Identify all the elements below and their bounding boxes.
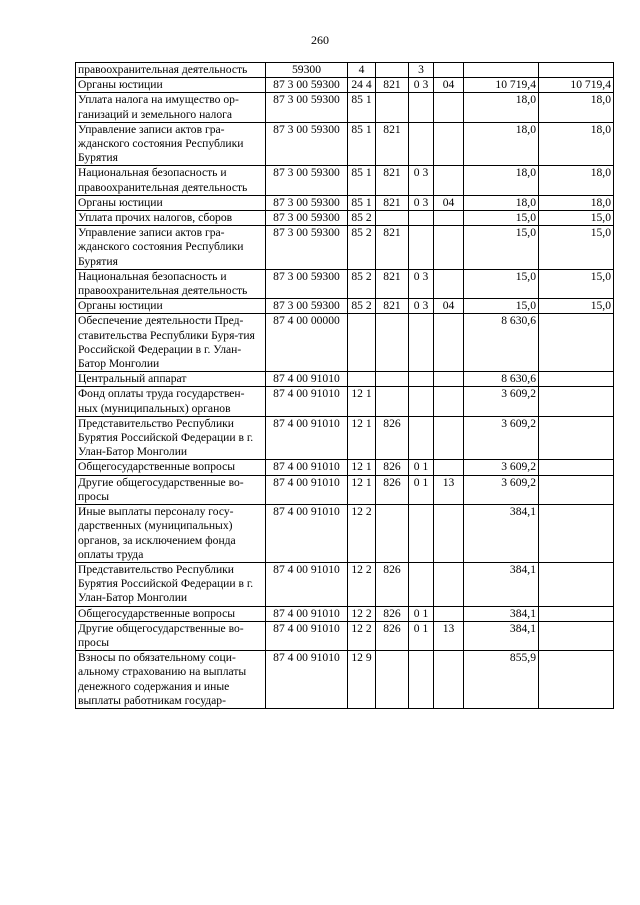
row-name-cell: Национальная безопасность и правоохранительная деятельность xyxy=(76,269,266,298)
row-name-cell: Представительство Республики Бурятия Российской Федерации в г. Улан-Батор Монголии xyxy=(76,416,266,460)
section-cell: 0 3 xyxy=(409,78,434,93)
amount-year2-cell xyxy=(539,460,614,475)
expense-type-cell: 12 1 xyxy=(348,460,376,475)
target-article-cell: 87 4 00 91010 xyxy=(266,606,348,621)
row-name-cell: Управление записи актов гра-жданского состояния Республики Бурятия xyxy=(76,122,266,166)
amount-year2-cell: 18,0 xyxy=(539,93,614,122)
target-article-cell: 87 4 00 91010 xyxy=(266,460,348,475)
amount-year2-cell xyxy=(539,416,614,460)
table-row xyxy=(76,651,614,709)
target-article-cell: 87 4 00 91010 xyxy=(266,562,348,606)
amount-year1-cell: 18,0 xyxy=(464,122,539,166)
budget-manager-cell: 821 xyxy=(376,122,409,166)
target-article-cell: 87 4 00 91010 xyxy=(266,387,348,416)
budget-manager-cell xyxy=(376,211,409,226)
row-name-cell: Взносы по обязательному соци-альному страхованию на выплаты денежного содержания и иные выплаты работникам государ- xyxy=(76,651,266,709)
amount-year1-cell: 15,0 xyxy=(464,269,539,298)
amount-year2-cell: 18,0 xyxy=(539,195,614,210)
amount-year1-cell: 15,0 xyxy=(464,299,539,314)
subsection-cell xyxy=(434,387,464,416)
amount-year1-cell: 18,0 xyxy=(464,195,539,210)
row-name-cell: Общегосударственные вопросы xyxy=(76,606,266,621)
table-row xyxy=(76,269,614,298)
row-name-cell: Управление записи актов гра-жданского состояния Республики Бурятия xyxy=(76,226,266,270)
amount-year2-cell xyxy=(539,606,614,621)
target-article-cell: 87 3 00 59300 xyxy=(266,166,348,195)
amount-year1-cell: 10 719,4 xyxy=(464,78,539,93)
subsection-cell: 04 xyxy=(434,78,464,93)
amount-year1-cell: 384,1 xyxy=(464,621,539,650)
row-name-cell: правоохранительная деятельность xyxy=(76,63,266,78)
amount-year2-cell xyxy=(539,63,614,78)
subsection-cell xyxy=(434,505,464,563)
table-row xyxy=(76,299,614,314)
budget-manager-cell: 821 xyxy=(376,299,409,314)
subsection-cell xyxy=(434,269,464,298)
subsection-cell xyxy=(434,372,464,387)
target-article-cell: 87 4 00 91010 xyxy=(266,505,348,563)
table-row xyxy=(76,606,614,621)
amount-year2-cell: 18,0 xyxy=(539,166,614,195)
row-name-cell: Иные выплаты персоналу госу-дарственных (муниципальных) органов, за исключением фонда оплаты труда xyxy=(76,505,266,563)
table-row xyxy=(76,387,614,416)
section-cell xyxy=(409,505,434,563)
amount-year2-cell xyxy=(539,621,614,650)
amount-year1-cell: 3 609,2 xyxy=(464,387,539,416)
amount-year1-cell: 384,1 xyxy=(464,562,539,606)
expense-type-cell: 85 1 xyxy=(348,93,376,122)
table-row xyxy=(76,505,614,563)
table-row xyxy=(76,416,614,460)
subsection-cell xyxy=(434,606,464,621)
table-row xyxy=(76,475,614,504)
budget-manager-cell: 821 xyxy=(376,226,409,270)
subsection-cell: 13 xyxy=(434,475,464,504)
row-name-cell: Общегосударственные вопросы xyxy=(76,460,266,475)
section-cell xyxy=(409,562,434,606)
amount-year1-cell: 384,1 xyxy=(464,606,539,621)
section-cell: 0 1 xyxy=(409,460,434,475)
amount-year2-cell: 15,0 xyxy=(539,211,614,226)
subsection-cell xyxy=(434,460,464,475)
expense-type-cell: 85 1 xyxy=(348,122,376,166)
subsection-cell xyxy=(434,166,464,195)
section-cell xyxy=(409,93,434,122)
row-name-cell: Представительство Республики Бурятия Российской Федерации в г. Улан-Батор Монголии xyxy=(76,562,266,606)
table-row xyxy=(76,166,614,195)
expense-type-cell: 12 2 xyxy=(348,505,376,563)
target-article-cell: 59300 xyxy=(266,63,348,78)
section-cell xyxy=(409,314,434,372)
target-article-cell: 87 4 00 91010 xyxy=(266,416,348,460)
table-row xyxy=(76,621,614,650)
table-body xyxy=(76,63,614,709)
budget-manager-cell: 826 xyxy=(376,621,409,650)
budget-table xyxy=(75,62,614,709)
target-article-cell: 87 3 00 59300 xyxy=(266,269,348,298)
amount-year1-cell: 3 609,2 xyxy=(464,475,539,504)
section-cell: 3 xyxy=(409,63,434,78)
row-name-cell: Центральный аппарат xyxy=(76,372,266,387)
amount-year2-cell xyxy=(539,314,614,372)
subsection-cell xyxy=(434,226,464,270)
table-row xyxy=(76,93,614,122)
table-row xyxy=(76,314,614,372)
budget-manager-cell: 826 xyxy=(376,606,409,621)
expense-type-cell: 85 2 xyxy=(348,269,376,298)
subsection-cell xyxy=(434,63,464,78)
budget-manager-cell: 821 xyxy=(376,78,409,93)
section-cell: 0 1 xyxy=(409,621,434,650)
row-name-cell: Обеспечение деятельности Пред-ставительства Республики Буря-тия Российской Федерации в г. Улан-Батор Монголии xyxy=(76,314,266,372)
budget-manager-cell xyxy=(376,651,409,709)
amount-year2-cell: 15,0 xyxy=(539,226,614,270)
table-row xyxy=(76,195,614,210)
expense-type-cell: 24 4 xyxy=(348,78,376,93)
amount-year1-cell: 384,1 xyxy=(464,505,539,563)
amount-year2-cell xyxy=(539,387,614,416)
target-article-cell: 87 3 00 59300 xyxy=(266,93,348,122)
table-row xyxy=(76,226,614,270)
section-cell xyxy=(409,416,434,460)
expense-type-cell xyxy=(348,372,376,387)
table-row xyxy=(76,122,614,166)
table-row xyxy=(76,460,614,475)
expense-type-cell: 12 2 xyxy=(348,606,376,621)
target-article-cell: 87 3 00 59300 xyxy=(266,122,348,166)
amount-year1-cell: 3 609,2 xyxy=(464,460,539,475)
budget-manager-cell: 826 xyxy=(376,460,409,475)
amount-year2-cell xyxy=(539,372,614,387)
table-row xyxy=(76,562,614,606)
table-row xyxy=(76,372,614,387)
table-row xyxy=(76,211,614,226)
section-cell xyxy=(409,651,434,709)
budget-manager-cell xyxy=(376,372,409,387)
amount-year2-cell xyxy=(539,475,614,504)
subsection-cell xyxy=(434,562,464,606)
section-cell: 0 3 xyxy=(409,195,434,210)
target-article-cell: 87 4 00 91010 xyxy=(266,651,348,709)
budget-manager-cell xyxy=(376,63,409,78)
amount-year1-cell xyxy=(464,63,539,78)
section-cell xyxy=(409,387,434,416)
amount-year2-cell: 18,0 xyxy=(539,122,614,166)
table-row xyxy=(76,78,614,93)
row-name-cell: Уплата прочих налогов, сборов xyxy=(76,211,266,226)
target-article-cell: 87 3 00 59300 xyxy=(266,211,348,226)
target-article-cell: 87 3 00 59300 xyxy=(266,78,348,93)
expense-type-cell: 85 1 xyxy=(348,195,376,210)
amount-year2-cell xyxy=(539,651,614,709)
budget-manager-cell xyxy=(376,387,409,416)
row-name-cell: Другие общегосударственные во-просы xyxy=(76,475,266,504)
budget-manager-cell: 821 xyxy=(376,166,409,195)
budget-manager-cell: 821 xyxy=(376,195,409,210)
expense-type-cell: 12 2 xyxy=(348,621,376,650)
section-cell: 0 3 xyxy=(409,299,434,314)
expense-type-cell xyxy=(348,314,376,372)
amount-year1-cell: 15,0 xyxy=(464,211,539,226)
subsection-cell xyxy=(434,416,464,460)
row-name-cell: Органы юстиции xyxy=(76,195,266,210)
amount-year2-cell: 15,0 xyxy=(539,269,614,298)
expense-type-cell: 4 xyxy=(348,63,376,78)
expense-type-cell: 85 2 xyxy=(348,226,376,270)
subsection-cell: 04 xyxy=(434,299,464,314)
expense-type-cell: 12 9 xyxy=(348,651,376,709)
page-number: 260 xyxy=(311,33,329,47)
row-name-cell: Уплата налога на имущество ор-ганизаций и земельного налога xyxy=(76,93,266,122)
subsection-cell xyxy=(434,314,464,372)
target-article-cell: 87 4 00 91010 xyxy=(266,621,348,650)
section-cell xyxy=(409,122,434,166)
amount-year1-cell: 18,0 xyxy=(464,166,539,195)
subsection-cell xyxy=(434,93,464,122)
section-cell: 0 1 xyxy=(409,606,434,621)
subsection-cell xyxy=(434,211,464,226)
amount-year1-cell: 8 630,6 xyxy=(464,314,539,372)
budget-manager-cell: 826 xyxy=(376,562,409,606)
subsection-cell: 13 xyxy=(434,621,464,650)
budget-manager-cell: 826 xyxy=(376,475,409,504)
target-article-cell: 87 3 00 59300 xyxy=(266,226,348,270)
subsection-cell: 04 xyxy=(434,195,464,210)
subsection-cell xyxy=(434,651,464,709)
amount-year2-cell xyxy=(539,505,614,563)
section-cell: 0 1 xyxy=(409,475,434,504)
budget-manager-cell: 821 xyxy=(376,269,409,298)
expense-type-cell: 12 1 xyxy=(348,475,376,504)
amount-year1-cell: 18,0 xyxy=(464,93,539,122)
amount-year1-cell: 3 609,2 xyxy=(464,416,539,460)
row-name-cell: Национальная безопасность и правоохранительная деятельность xyxy=(76,166,266,195)
expense-type-cell: 12 1 xyxy=(348,387,376,416)
target-article-cell: 87 4 00 91010 xyxy=(266,475,348,504)
budget-manager-cell xyxy=(376,314,409,372)
section-cell xyxy=(409,226,434,270)
section-cell: 0 3 xyxy=(409,166,434,195)
row-name-cell: Органы юстиции xyxy=(76,78,266,93)
section-cell: 0 3 xyxy=(409,269,434,298)
target-article-cell: 87 3 00 59300 xyxy=(266,195,348,210)
budget-manager-cell xyxy=(376,93,409,122)
target-article-cell: 87 4 00 00000 xyxy=(266,314,348,372)
expense-type-cell: 12 1 xyxy=(348,416,376,460)
budget-manager-cell xyxy=(376,505,409,563)
amount-year2-cell: 10 719,4 xyxy=(539,78,614,93)
amount-year2-cell xyxy=(539,562,614,606)
section-cell xyxy=(409,211,434,226)
expense-type-cell: 85 2 xyxy=(348,299,376,314)
expense-type-cell: 85 2 xyxy=(348,211,376,226)
row-name-cell: Другие общегосударственные во-просы xyxy=(76,621,266,650)
row-name-cell: Органы юстиции xyxy=(76,299,266,314)
amount-year1-cell: 8 630,6 xyxy=(464,372,539,387)
table-row xyxy=(76,63,614,78)
expense-type-cell: 12 2 xyxy=(348,562,376,606)
subsection-cell xyxy=(434,122,464,166)
target-article-cell: 87 3 00 59300 xyxy=(266,299,348,314)
budget-manager-cell: 826 xyxy=(376,416,409,460)
amount-year1-cell: 15,0 xyxy=(464,226,539,270)
amount-year1-cell: 855,9 xyxy=(464,651,539,709)
target-article-cell: 87 4 00 91010 xyxy=(266,372,348,387)
expense-type-cell: 85 1 xyxy=(348,166,376,195)
amount-year2-cell: 15,0 xyxy=(539,299,614,314)
row-name-cell: Фонд оплаты труда государствен-ных (муниципальных) органов xyxy=(76,387,266,416)
section-cell xyxy=(409,372,434,387)
